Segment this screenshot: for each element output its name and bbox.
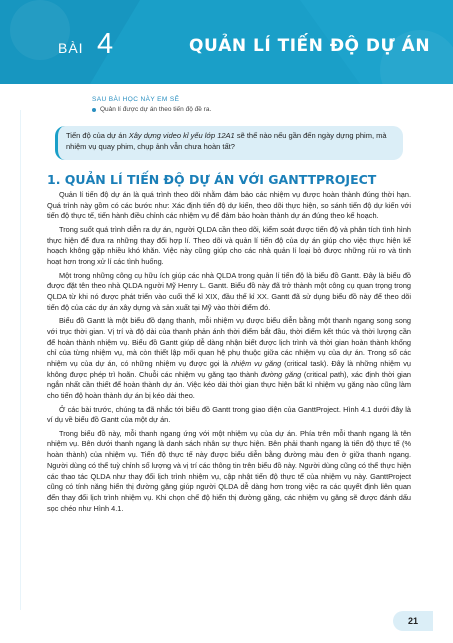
objective-text: Quản lí được dự án theo tiến độ đề ra. (100, 106, 212, 113)
section-heading: 1. QUẢN LÍ TIẾN ĐỘ DỰ ÁN VỚI GANTTPROJECT (47, 172, 377, 187)
paragraph: Ở các bài trước, chúng ta đã nhắc tới biểu đồ Gantt trong giao diện của GanttProject. Hình 4.1 dưới đây là ví dụ về biểu đồ Gantt của một dự án. (47, 404, 411, 425)
term-critical-path: đường găng (260, 369, 302, 379)
intro-project-name: Xây dựng video kỉ yếu lớp 12A1 (128, 131, 235, 140)
paragraph-part: Biểu đồ Gantt là một biểu đồ dạng thanh, mỗi nhiệm vụ được biểu diễn bằng một thanh ngang song song với trục thời gian. Vị trí và độ dài của thanh phản ánh thời điểm bắt đầu, thời điểm kết thúc và thời lượng cần để hoàn thành nhiệm vụ. Biểu đồ Gantt giúp dễ dàng nhận biết được lịch trình và thời gian hoàn thành khống chỉ của từng nhiệm vụ, mà còn thiết lập mối quan hệ phụ thuộc giữa các nhiệm vụ của dự án. Trong số các nhiệm vụ của dự án, có những nhiệm vụ được gọi là (47, 316, 411, 368)
paragraph: Trong suốt quá trình diễn ra dự án, người QLDA cần theo dõi, kiểm soát được tiến độ và phân tích tình hình thực hiện để đưa ra những thay đổi hợp lí. Theo dõi và quản lí tiến độ của dự án giúp cho việc thực hiện kế hoạch không gặp nhiều khó khăn. Việc này cũng giúp cho các nhà quản lí loại bỏ được những rủi ro và tình hoạt hơn trong xử lí các tình huống. (47, 224, 411, 267)
intro-text-start: Tiến độ của dự án (66, 131, 129, 140)
objectives-heading: SAU BÀI HỌC NÀY EM SẼ (92, 96, 180, 103)
lesson-number: 4 (97, 28, 114, 60)
body-text (47, 190, 411, 517)
lesson-label: BÀI (58, 40, 84, 56)
bullet-icon (92, 108, 96, 112)
term-critical-task: nhiệm vụ găng (231, 358, 282, 368)
lesson-header (0, 0, 453, 84)
paragraph (47, 316, 411, 402)
paragraph: Quản lí tiến độ dự án là quá trình theo dõi nhằm đảm bảo các nhiệm vụ được hoàn thành đúng thời hạn. Quá trình này gồm có các bước như: Xác định tiến độ dự kiến, theo dõi thực hiện, so sánh tiến độ dự kiến với tiến độ thực tế, tiến hành điều chỉnh các nhiệm vụ để đảm bảo hoàn thành dự án đúng theo kế hoạch. (47, 190, 411, 221)
lesson-title: QUẢN LÍ TIẾN ĐỘ DỰ ÁN (189, 36, 431, 56)
margin-rule (20, 110, 21, 610)
paragraph: Một trong những công cụ hữu ích giúp các nhà QLDA trong quản lí tiến độ là biểu đồ Gantt. Đây là biểu đồ được đặt tên theo nhà QLDA người Mỹ Henry L. Gantt. Biểu đồ này đã trở thành một công cụ quan trọng trong QLDA từ khi nó được phát triển vào cuối thế kỉ XIX, đầu thế kỉ XX. Gantt đã sử dụng biểu đồ này để theo dõi tiến độ của các dự án xây dựng và sản xuất tại Mỹ vào thời điểm đó. (47, 270, 411, 312)
paragraph-part: (critical path), xác định thời gian ngắn nhất cần thiết để hoàn thành dự án. Việc kéo dài thời gian thực hiện bất kì nhiệm vụ găng nào cũng làm cho tiến độ hoàn thành dự án bị kéo dài theo. (47, 369, 411, 401)
intro-text-end: sẽ thế nào nếu gần đến ngày dựng phim, mà nhiệm vụ quay phim, chụp ảnh vẫn chưa hoàn tất? (66, 131, 387, 151)
intro-question-box (55, 126, 403, 160)
paragraph: Trong biểu đồ này, mỗi thanh ngang ứng với một nhiệm vụ của dự án. Phía trên mỗi thanh ngang là tên nhiệm vụ. Bên dưới thanh ngang là danh sách nhân sự thực hiện. Bên phải thanh ngang là tiến độ thực tế (% hoàn thành) của nhiệm vụ. Tiến độ thực tế này được biểu diễn bằng đường màu đen ở giữa thanh ngang. Người dùng có thể tuỳ chỉnh số lượng và vị trí các thông tin trên biểu đồ này. Người dùng cũng có thể thực hiện các thao tác QLDA như thay đổi lịch trình nhiệm vụ, cập nhật tiến độ thực tế của nhiệm vụ này. GanttProject cũng có tính năng hiển thị đường găng giúp người QLDA dễ dàng hơn trong việc ra các quyết định liên quan đến thay đổi lịch trình nhiệm vụ. Khi chọn chế độ hiển thị đường găng, các nhiệm vụ găng sẽ được đánh dấu sọc chéo như Hình 4.1. (47, 428, 411, 513)
page-number: 21 (393, 611, 433, 631)
learning-objectives (92, 96, 392, 113)
objective-item (92, 106, 392, 113)
paragraph-part: (critical task). Đây là những nhiệm vụ không được phép trì hoãn. Chuỗi các nhiệm vụ găng tạo thành (47, 358, 411, 379)
